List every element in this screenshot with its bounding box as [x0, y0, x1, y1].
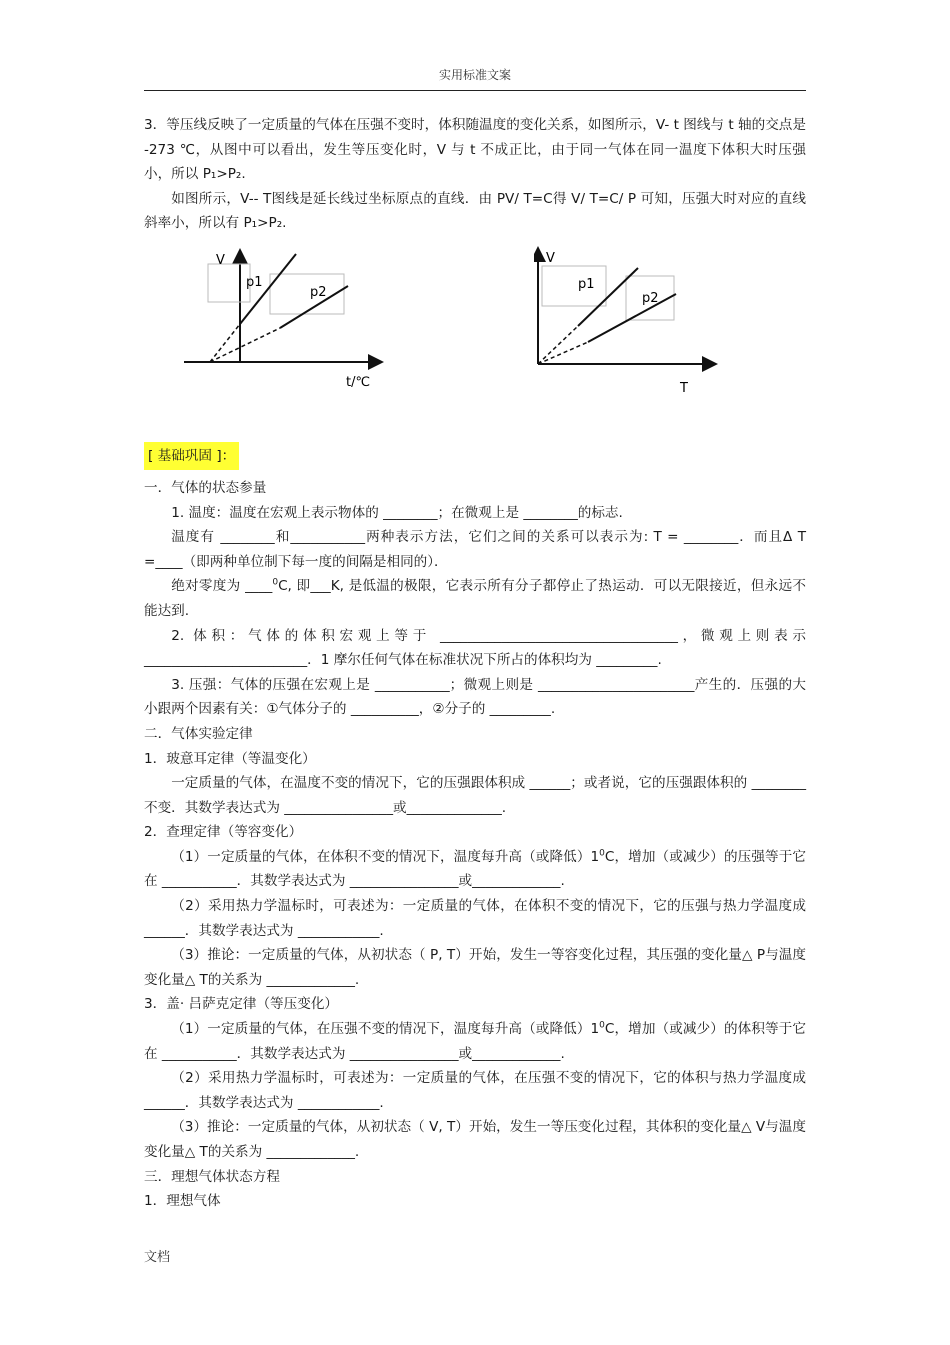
s1-absolute-zero: 绝对零度为 ____$^0$C, 即___K, 是低温的极限，它表示所有分子都停止了热运动．可以无限接近，但永远不能达到. — [144, 577, 806, 619]
gay-lussac-2: （2）采用热力学温标时，可表述为：一定质量的气体，在压强不变的情况下，它的体积与热力学温度成 ______．其数学表达式为 ____________. — [144, 1070, 806, 1111]
vT-p2-dashed — [538, 342, 588, 364]
vt-p2-dashed — [210, 328, 280, 362]
s2-heading: 二．气体实验定律 — [144, 725, 253, 742]
vt-p1-dashed — [210, 324, 240, 362]
gay-lussac-title: 3．盖· 吕萨克定律（等压变化） — [144, 996, 339, 1013]
intro-paragraph-2: 如图所示，V-- T图线是延长线过坐标原点的直线．由 PV/ T=C得 V/ T=C/ P 可知，压强大时对应的直线斜率小，所以有 P₁>P₂. — [144, 190, 806, 232]
vt-x-label: t/℃ — [346, 374, 371, 390]
vt-label-box-1 — [208, 264, 250, 302]
vt-p2-label: p2 — [310, 284, 327, 300]
s3-heading: 三．理想气体状态方程 — [144, 1168, 280, 1185]
s1-temperature-2: 温度有 ________和___________两种表示方法，它们之间的关系可以表示为: T = ________．而且Δ T =____（即两种单位制下每一度的间隔是相同的）． — [144, 529, 806, 570]
charles-2: （2）采用热力学温标时，可表述为：一定质量的气体，在体积不变的情况下，它的压强与热力学温度成 ______．其数学表达式为 ____________. — [144, 898, 806, 939]
charles-title: 2．查理定律（等容变化） — [144, 824, 303, 841]
degree-mark: 0 — [599, 1020, 605, 1031]
degree-mark: 0 — [599, 848, 605, 859]
s1-pressure: 3. 压强：气体的压强在宏观上是 ___________；微观上则是 _______________________产生的．压强的大小跟两个因素有关：①气体分子的 __________，②分子的 _________. — [144, 676, 806, 718]
boyle-title: 1．玻意耳定律（等温变化） — [144, 750, 316, 767]
section-label-basics: [ 基础巩固 ]： — [144, 442, 239, 470]
vt-graph — [180, 246, 390, 426]
page-footer: 文档 — [144, 1250, 171, 1265]
vt-label-box-2 — [270, 274, 344, 314]
charles-3: （3）推论：一定质量的气体，从初状态（ P, T）开始，发生一等容变化过程，其压强的变化量△ P与温度变化量△ T的关系为 _____________. — [144, 947, 806, 988]
vT-p1-label: p1 — [578, 276, 595, 292]
intro-paragraph-1: 3．等压线反映了一定质量的气体在压强不变时，体积随温度的变化关系，如图所示，V- t 图线与 t 轴的交点是 -273 ℃，从图中可以看出，发生等压变化时，V 与 t 不成正比，由于同一气体在同一温度下体积大时压强小，所以 P₁>P₂. — [144, 117, 806, 183]
s1-temperature-1: 1. 温度：温度在宏观上表示物体的 ________；在微观上是 ________的标志. — [171, 504, 623, 521]
ideal-gas-title: 1．理想气体 — [144, 1193, 221, 1210]
s1-heading: 一．气体的状态参量 — [144, 479, 267, 496]
vT-label-box-1 — [542, 266, 606, 306]
vT-graph — [534, 246, 724, 426]
vT-p2-line — [588, 294, 676, 342]
vt-y-label: V — [216, 252, 225, 268]
gay-lussac-1: （1）一定质量的气体，在压强不变的情况下，温度每升高（或降低）$1^0C$，增加（或减少）的体积等于它在 ___________．其数学表达式为 ________________或_____________. — [144, 1020, 807, 1062]
degree-mark: 0 — [272, 577, 279, 588]
header-divider — [144, 90, 806, 91]
s1-volume: 2. 体积：气体的体积宏观上等于 ___________________________________，微观上则表示 ________________________．1 摩尔任何气体在标准状况下所占的体积均为 _________. — [144, 627, 806, 669]
page-header: 实用标准文案 — [438, 68, 511, 82]
charles-1: （1）一定质量的气体，在体积不变的情况下，温度每升高（或降低）$1^0C$，增加（或减少）的压强等于它在 ___________．其数学表达式为 ________________或_____________. — [144, 848, 807, 890]
gay-lussac-3: （3）推论：一定质量的气体，从初状态（ V, T）开始，发生一等压变化过程，其体积的变化量△ V与温度变化量△ T的关系为 _____________. — [144, 1119, 806, 1160]
boyle-text: 一定质量的气体，在温度不变的情况下，它的压强跟体积成 ______；或者说，它的压强跟体积的 ________不变．其数学表达式为 ________________或______________. — [144, 775, 806, 816]
vt-p1-label: p1 — [246, 274, 263, 290]
vT-p1-dashed — [538, 326, 578, 364]
vT-y-label: V — [546, 250, 555, 266]
vT-p2-label: p2 — [642, 290, 659, 306]
figure-row — [144, 236, 806, 436]
vT-x-label: T — [680, 380, 688, 396]
document-body — [144, 113, 806, 1214]
